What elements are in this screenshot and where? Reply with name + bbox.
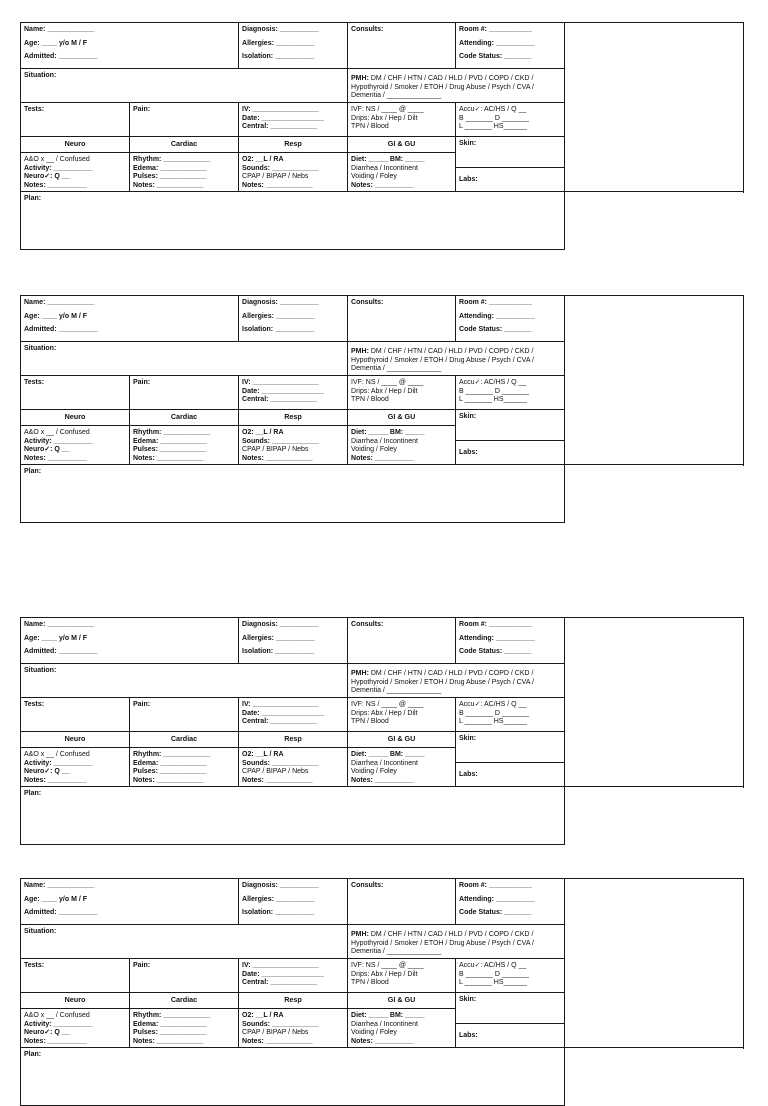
pmh-cell[interactable] xyxy=(348,69,565,103)
pain-cell[interactable] xyxy=(130,103,239,137)
tests-label: Tests: xyxy=(24,379,45,386)
diagnosis-field[interactable]: Diagnosis: __________ xyxy=(242,26,319,33)
rhythm-field[interactable]: Rhythm: ____________ xyxy=(133,1012,211,1019)
ivf-cell xyxy=(348,376,456,410)
consults-cell xyxy=(348,879,456,925)
report-form-table xyxy=(20,878,744,1106)
ivf-field[interactable]: IVF: NS / ____ @ ____ xyxy=(351,701,424,708)
consults-field[interactable]: Consults: xyxy=(351,621,384,628)
attending-field[interactable]: Attending: __________ xyxy=(459,39,535,47)
sounds-field[interactable]: Sounds: ____________ xyxy=(242,437,319,445)
room-cell xyxy=(456,23,565,69)
notes-margin[interactable] xyxy=(565,296,744,465)
iv-field[interactable]: IV: _________________ xyxy=(242,106,319,113)
pain-cell[interactable] xyxy=(130,376,239,410)
cpap-field[interactable]: CPAP / BIPAP / Nebs xyxy=(242,768,309,776)
plan-cell[interactable] xyxy=(21,787,565,845)
labs-cell[interactable] xyxy=(456,168,565,192)
tpn-field[interactable]: TPN / Blood xyxy=(351,396,389,404)
resp-header: Resp xyxy=(239,993,348,1009)
name-field[interactable]: Name: ____________ xyxy=(24,621,95,628)
consults-cell xyxy=(348,296,456,342)
date-field[interactable]: Date: ________________ xyxy=(242,970,324,978)
pain-label: Pain: xyxy=(133,962,151,969)
pmh-line-2: Hypothyroid / Smoker / ETOH / Drug Abuse / Psych / CVA / xyxy=(351,83,534,91)
tests-label: Tests: xyxy=(24,962,45,969)
allergies-field[interactable]: Allergies: __________ xyxy=(242,634,315,642)
accu-bd-field[interactable]: B _______ D _______ xyxy=(459,387,530,395)
accu-lhs-field[interactable]: L _______ HS______ xyxy=(459,396,527,404)
pulses-field[interactable]: Pulses: ____________ xyxy=(133,173,207,181)
diagnosis-cell xyxy=(239,23,348,69)
diarrhea-field[interactable]: Diarrhea / Incontinent xyxy=(351,164,418,172)
report-sheet xyxy=(20,617,743,845)
activity-field[interactable]: Activity: __________ xyxy=(24,437,93,445)
room-cell xyxy=(456,879,565,925)
report-sheet xyxy=(20,22,743,250)
tpn-field[interactable]: TPN / Blood xyxy=(351,123,389,131)
report-form-table xyxy=(20,617,744,845)
cardiac-header: Cardiac xyxy=(130,137,239,153)
diagnosis-field[interactable]: Diagnosis: __________ xyxy=(242,882,319,889)
ao-field[interactable]: A&O x __ / Confused xyxy=(24,429,90,436)
ivf-field[interactable]: IVF: NS / ____ @ ____ xyxy=(351,106,424,113)
code-status-field[interactable]: Code Status: _______ xyxy=(459,648,532,656)
iv-cell xyxy=(239,376,348,410)
pmh-line-1: DM / CHF / HTN / CAD / HLD / PVD / COPD / CKD / xyxy=(370,931,534,939)
o2-field[interactable]: O2: __L / RA xyxy=(242,429,284,436)
pmh-line-1: DM / CHF / HTN / CAD / HLD / PVD / COPD / CKD / xyxy=(370,670,534,678)
gi-cell xyxy=(348,748,456,787)
gi-cell xyxy=(348,153,456,192)
tpn-field[interactable]: TPN / Blood xyxy=(351,718,389,726)
cardiac-notes-field[interactable]: Notes: ____________ xyxy=(133,454,204,462)
skin-label: Skin: xyxy=(459,140,477,147)
diagnosis-field[interactable]: Diagnosis: __________ xyxy=(242,621,319,628)
consults-cell xyxy=(348,618,456,664)
neuro-header: Neuro xyxy=(21,732,130,748)
consults-field[interactable]: Consults: xyxy=(351,299,384,306)
gi-notes-field[interactable]: Notes: __________ xyxy=(351,454,414,462)
pmh-line-3: Dementia / ______________ xyxy=(351,948,442,956)
iv-field[interactable]: IV: _________________ xyxy=(242,379,319,386)
iv-field[interactable]: IV: _________________ xyxy=(242,962,319,969)
edema-field[interactable]: Edema: ____________ xyxy=(133,164,207,172)
admitted-field[interactable]: Admitted: __________ xyxy=(24,53,98,61)
voiding-field[interactable]: Voiding / Foley xyxy=(351,768,397,776)
pain-label: Pain: xyxy=(133,701,151,708)
labs-cell[interactable] xyxy=(456,1024,565,1048)
pmh-line-1: DM / CHF / HTN / CAD / HLD / PVD / COPD / CKD / xyxy=(370,348,534,356)
neuro-cell xyxy=(21,748,130,787)
drips-field[interactable]: Drips: Abx / Hep / Dilt xyxy=(351,709,418,717)
admitted-field[interactable]: Admitted: __________ xyxy=(24,326,98,334)
pmh-label: PMH: xyxy=(351,670,369,678)
date-field[interactable]: Date: ________________ xyxy=(242,709,324,717)
ao-field[interactable]: A&O x __ / Confused xyxy=(24,1012,90,1019)
pulses-field[interactable]: Pulses: ____________ xyxy=(133,768,207,776)
central-field[interactable]: Central: ____________ xyxy=(242,123,318,131)
resp-notes-field[interactable]: Notes: ____________ xyxy=(242,1037,313,1045)
situation-cell[interactable] xyxy=(21,342,348,376)
cpap-field[interactable]: CPAP / BIPAP / Nebs xyxy=(242,173,309,181)
ivf-field[interactable]: IVF: NS / ____ @ ____ xyxy=(351,962,424,969)
neuro-notes-field[interactable]: Notes: __________ xyxy=(24,1037,87,1045)
room-field[interactable]: Room #: ___________ xyxy=(459,299,532,306)
labs-label: Labs: xyxy=(459,1032,478,1039)
gigu-header: GI & GU xyxy=(348,137,456,153)
labs-label: Labs: xyxy=(459,449,478,456)
pmh-label: PMH: xyxy=(351,931,369,939)
diet-field[interactable]: Diet: _____ BM: _____ xyxy=(351,429,425,436)
cardiac-cell xyxy=(130,748,239,787)
pain-cell[interactable] xyxy=(130,698,239,732)
plan-cell[interactable] xyxy=(21,192,565,250)
allergies-field[interactable]: Allergies: __________ xyxy=(242,39,315,47)
situation-label: Situation: xyxy=(24,345,57,352)
accu-field[interactable]: Accu✓: AC/HS / Q __ xyxy=(459,701,527,708)
resp-notes-field[interactable]: Notes: ____________ xyxy=(242,776,313,784)
plan-label: Plan: xyxy=(24,790,42,798)
admitted-field[interactable]: Admitted: __________ xyxy=(24,648,98,656)
pmh-line-2: Hypothyroid / Smoker / ETOH / Drug Abuse / Psych / CVA / xyxy=(351,939,534,947)
tests-cell[interactable] xyxy=(21,698,130,732)
attending-field[interactable]: Attending: __________ xyxy=(459,895,535,903)
cardiac-notes-field[interactable]: Notes: ____________ xyxy=(133,776,204,784)
o2-field[interactable]: O2: __L / RA xyxy=(242,751,284,758)
diagnosis-cell xyxy=(239,296,348,342)
o2-field[interactable]: O2: __L / RA xyxy=(242,156,284,163)
accu-cell xyxy=(456,959,565,993)
isolation-field[interactable]: Isolation: __________ xyxy=(242,909,315,917)
skin-cell[interactable] xyxy=(456,732,565,763)
accu-lhs-field[interactable]: L _______ HS______ xyxy=(459,979,527,987)
neuro-notes-field[interactable]: Notes: __________ xyxy=(24,181,87,189)
iv-cell xyxy=(239,959,348,993)
skin-cell[interactable] xyxy=(456,137,565,168)
diagnosis-field[interactable]: Diagnosis: __________ xyxy=(242,299,319,306)
resp-cell xyxy=(239,1009,348,1048)
name-field[interactable]: Name: ____________ xyxy=(24,299,95,306)
code-status-field[interactable]: Code Status: _______ xyxy=(459,53,532,61)
resp-header: Resp xyxy=(239,732,348,748)
iv-field[interactable]: IV: _________________ xyxy=(242,701,319,708)
gigu-header: GI & GU xyxy=(348,732,456,748)
central-field[interactable]: Central: ____________ xyxy=(242,979,318,987)
diet-field[interactable]: Diet: _____ BM: _____ xyxy=(351,156,425,163)
patient-id-cell xyxy=(21,23,239,69)
age-field[interactable]: Age: ____ y/o M / F xyxy=(24,312,88,320)
voiding-field[interactable]: Voiding / Foley xyxy=(351,1029,397,1037)
cardiac-cell xyxy=(130,1009,239,1048)
pain-cell[interactable] xyxy=(130,959,239,993)
admitted-field[interactable]: Admitted: __________ xyxy=(24,909,98,917)
neuro-header: Neuro xyxy=(21,410,130,426)
pmh-label: PMH: xyxy=(351,348,369,356)
edema-field[interactable]: Edema: ____________ xyxy=(133,437,207,445)
gi-notes-field[interactable]: Notes: __________ xyxy=(351,776,414,784)
pmh-cell[interactable] xyxy=(348,925,565,959)
drips-field[interactable]: Drips: Abx / Hep / Dilt xyxy=(351,387,418,395)
pmh-cell[interactable] xyxy=(348,342,565,376)
pmh-line-2: Hypothyroid / Smoker / ETOH / Drug Abuse / Psych / CVA / xyxy=(351,356,534,364)
tests-cell[interactable] xyxy=(21,376,130,410)
age-field[interactable]: Age: ____ y/o M / F xyxy=(24,634,88,642)
skin-cell[interactable] xyxy=(456,993,565,1024)
ivf-cell xyxy=(348,103,456,137)
name-field[interactable]: Name: ____________ xyxy=(24,882,95,889)
accu-field[interactable]: Accu✓: AC/HS / Q __ xyxy=(459,962,527,969)
neuro-check-field[interactable]: Neuro✓: Q __ xyxy=(24,446,70,454)
central-field[interactable]: Central: ____________ xyxy=(242,396,318,404)
situation-label: Situation: xyxy=(24,72,57,79)
plan-label: Plan: xyxy=(24,468,42,476)
cardiac-header: Cardiac xyxy=(130,410,239,426)
gi-notes-field[interactable]: Notes: __________ xyxy=(351,181,414,189)
cardiac-header: Cardiac xyxy=(130,732,239,748)
rhythm-field[interactable]: Rhythm: ____________ xyxy=(133,156,211,163)
iv-cell xyxy=(239,103,348,137)
resp-notes-field[interactable]: Notes: ____________ xyxy=(242,181,313,189)
diagnosis-cell xyxy=(239,618,348,664)
accu-field[interactable]: Accu✓: AC/HS / Q __ xyxy=(459,106,527,113)
attending-field[interactable]: Attending: __________ xyxy=(459,634,535,642)
rhythm-field[interactable]: Rhythm: ____________ xyxy=(133,751,211,758)
tests-cell[interactable] xyxy=(21,103,130,137)
accu-bd-field[interactable]: B _______ D _______ xyxy=(459,970,530,978)
room-cell xyxy=(456,296,565,342)
notes-margin[interactable] xyxy=(565,23,744,192)
resp-cell xyxy=(239,426,348,465)
consults-field[interactable]: Consults: xyxy=(351,882,384,889)
edema-field[interactable]: Edema: ____________ xyxy=(133,759,207,767)
neuro-notes-field[interactable]: Notes: __________ xyxy=(24,454,87,462)
cardiac-notes-field[interactable]: Notes: ____________ xyxy=(133,1037,204,1045)
labs-cell[interactable] xyxy=(456,441,565,465)
pmh-label: PMH: xyxy=(351,75,369,83)
isolation-field[interactable]: Isolation: __________ xyxy=(242,326,315,334)
drips-field[interactable]: Drips: Abx / Hep / Dilt xyxy=(351,970,418,978)
neuro-cell xyxy=(21,153,130,192)
patient-id-cell xyxy=(21,879,239,925)
sounds-field[interactable]: Sounds: ____________ xyxy=(242,164,319,172)
cpap-field[interactable]: CPAP / BIPAP / Nebs xyxy=(242,446,309,454)
pmh-line-2: Hypothyroid / Smoker / ETOH / Drug Abuse / Psych / CVA / xyxy=(351,678,534,686)
neuro-header: Neuro xyxy=(21,137,130,153)
labs-label: Labs: xyxy=(459,176,478,183)
accu-cell xyxy=(456,103,565,137)
situation-cell[interactable] xyxy=(21,69,348,103)
situation-cell[interactable] xyxy=(21,925,348,959)
activity-field[interactable]: Activity: __________ xyxy=(24,1020,93,1028)
cardiac-header: Cardiac xyxy=(130,993,239,1009)
iv-cell xyxy=(239,698,348,732)
ivf-cell xyxy=(348,698,456,732)
labs-label: Labs: xyxy=(459,771,478,778)
labs-cell[interactable] xyxy=(456,763,565,787)
pmh-line-3: Dementia / ______________ xyxy=(351,92,442,100)
room-field[interactable]: Room #: ___________ xyxy=(459,882,532,889)
report-form-table xyxy=(20,22,744,250)
consults-cell xyxy=(348,23,456,69)
diagnosis-cell xyxy=(239,879,348,925)
tests-label: Tests: xyxy=(24,701,45,708)
cpap-field[interactable]: CPAP / BIPAP / Nebs xyxy=(242,1029,309,1037)
skin-label: Skin: xyxy=(459,996,477,1003)
ivf-cell xyxy=(348,959,456,993)
accu-bd-field[interactable]: B _______ D _______ xyxy=(459,114,530,122)
diarrhea-field[interactable]: Diarrhea / Incontinent xyxy=(351,1020,418,1028)
gigu-header: GI & GU xyxy=(348,993,456,1009)
neuro-check-field[interactable]: Neuro✓: Q __ xyxy=(24,1029,70,1037)
code-status-field[interactable]: Code Status: _______ xyxy=(459,326,532,334)
tpn-field[interactable]: TPN / Blood xyxy=(351,979,389,987)
tests-cell[interactable] xyxy=(21,959,130,993)
code-status-field[interactable]: Code Status: _______ xyxy=(459,909,532,917)
o2-field[interactable]: O2: __L / RA xyxy=(242,1012,284,1019)
report-form-table xyxy=(20,295,744,523)
pmh-line-1: DM / CHF / HTN / CAD / HLD / PVD / COPD / CKD / xyxy=(370,75,534,83)
isolation-field[interactable]: Isolation: __________ xyxy=(242,648,315,656)
ao-field[interactable]: A&O x __ / Confused xyxy=(24,751,90,758)
gi-cell xyxy=(348,426,456,465)
cardiac-cell xyxy=(130,153,239,192)
diet-field[interactable]: Diet: _____ BM: _____ xyxy=(351,751,425,758)
accu-bd-field[interactable]: B _______ D _______ xyxy=(459,709,530,717)
situation-label: Situation: xyxy=(24,667,57,674)
accu-lhs-field[interactable]: L _______ HS______ xyxy=(459,718,527,726)
room-field[interactable]: Room #: ___________ xyxy=(459,621,532,628)
room-cell xyxy=(456,618,565,664)
tests-label: Tests: xyxy=(24,106,45,113)
allergies-field[interactable]: Allergies: __________ xyxy=(242,895,315,903)
resp-header: Resp xyxy=(239,137,348,153)
gigu-header: GI & GU xyxy=(348,410,456,426)
voiding-field[interactable]: Voiding / Foley xyxy=(351,173,397,181)
plan-cell[interactable] xyxy=(21,1048,565,1106)
age-field[interactable]: Age: ____ y/o M / F xyxy=(24,39,88,47)
situation-label: Situation: xyxy=(24,928,57,935)
date-field[interactable]: Date: ________________ xyxy=(242,387,324,395)
notes-margin[interactable] xyxy=(565,618,744,787)
cardiac-notes-field[interactable]: Notes: ____________ xyxy=(133,181,204,189)
diarrhea-field[interactable]: Diarrhea / Incontinent xyxy=(351,759,418,767)
resp-header: Resp xyxy=(239,410,348,426)
pmh-cell[interactable] xyxy=(348,664,565,698)
neuro-check-field[interactable]: Neuro✓: Q __ xyxy=(24,768,70,776)
pain-label: Pain: xyxy=(133,379,151,386)
pmh-line-3: Dementia / ______________ xyxy=(351,365,442,373)
room-field[interactable]: Room #: ___________ xyxy=(459,26,532,33)
notes-margin[interactable] xyxy=(565,879,744,1048)
pmh-line-3: Dementia / ______________ xyxy=(351,687,442,695)
plan-label: Plan: xyxy=(24,195,42,203)
allergies-field[interactable]: Allergies: __________ xyxy=(242,312,315,320)
situation-cell[interactable] xyxy=(21,664,348,698)
gi-notes-field[interactable]: Notes: __________ xyxy=(351,1037,414,1045)
cardiac-cell xyxy=(130,426,239,465)
neuro-cell xyxy=(21,1009,130,1048)
skin-label: Skin: xyxy=(459,735,477,742)
activity-field[interactable]: Activity: __________ xyxy=(24,164,93,172)
sounds-field[interactable]: Sounds: ____________ xyxy=(242,1020,319,1028)
gi-cell xyxy=(348,1009,456,1048)
age-field[interactable]: Age: ____ y/o M / F xyxy=(24,895,88,903)
resp-cell xyxy=(239,748,348,787)
diarrhea-field[interactable]: Diarrhea / Incontinent xyxy=(351,437,418,445)
neuro-check-field[interactable]: Neuro✓: Q __ xyxy=(24,173,70,181)
resp-cell xyxy=(239,153,348,192)
activity-field[interactable]: Activity: __________ xyxy=(24,759,93,767)
neuro-notes-field[interactable]: Notes: __________ xyxy=(24,776,87,784)
edema-field[interactable]: Edema: ____________ xyxy=(133,1020,207,1028)
neuro-cell xyxy=(21,426,130,465)
isolation-field[interactable]: Isolation: __________ xyxy=(242,53,315,61)
accu-lhs-field[interactable]: L _______ HS______ xyxy=(459,123,527,131)
report-sheet xyxy=(20,878,743,1059)
consults-field[interactable]: Consults: xyxy=(351,26,384,33)
voiding-field[interactable]: Voiding / Foley xyxy=(351,446,397,454)
accu-field[interactable]: Accu✓: AC/HS / Q __ xyxy=(459,379,527,386)
ivf-field[interactable]: IVF: NS / ____ @ ____ xyxy=(351,379,424,386)
skin-cell[interactable] xyxy=(456,410,565,441)
patient-id-cell xyxy=(21,296,239,342)
skin-label: Skin: xyxy=(459,413,477,420)
resp-notes-field[interactable]: Notes: ____________ xyxy=(242,454,313,462)
accu-cell xyxy=(456,698,565,732)
plan-cell[interactable] xyxy=(21,465,565,523)
date-field[interactable]: Date: ________________ xyxy=(242,114,324,122)
ao-field[interactable]: A&O x __ / Confused xyxy=(24,156,90,163)
patient-id-cell xyxy=(21,618,239,664)
report-sheet xyxy=(20,295,743,523)
diet-field[interactable]: Diet: _____ BM: _____ xyxy=(351,1012,425,1019)
pulses-field[interactable]: Pulses: ____________ xyxy=(133,1029,207,1037)
rhythm-field[interactable]: Rhythm: ____________ xyxy=(133,429,211,436)
accu-cell xyxy=(456,376,565,410)
name-field[interactable]: Name: ____________ xyxy=(24,26,95,33)
attending-field[interactable]: Attending: __________ xyxy=(459,312,535,320)
central-field[interactable]: Central: ____________ xyxy=(242,718,318,726)
pain-label: Pain: xyxy=(133,106,151,113)
neuro-header: Neuro xyxy=(21,993,130,1009)
pulses-field[interactable]: Pulses: ____________ xyxy=(133,446,207,454)
plan-label: Plan: xyxy=(24,1051,42,1059)
drips-field[interactable]: Drips: Abx / Hep / Dilt xyxy=(351,114,418,122)
sounds-field[interactable]: Sounds: ____________ xyxy=(242,759,319,767)
